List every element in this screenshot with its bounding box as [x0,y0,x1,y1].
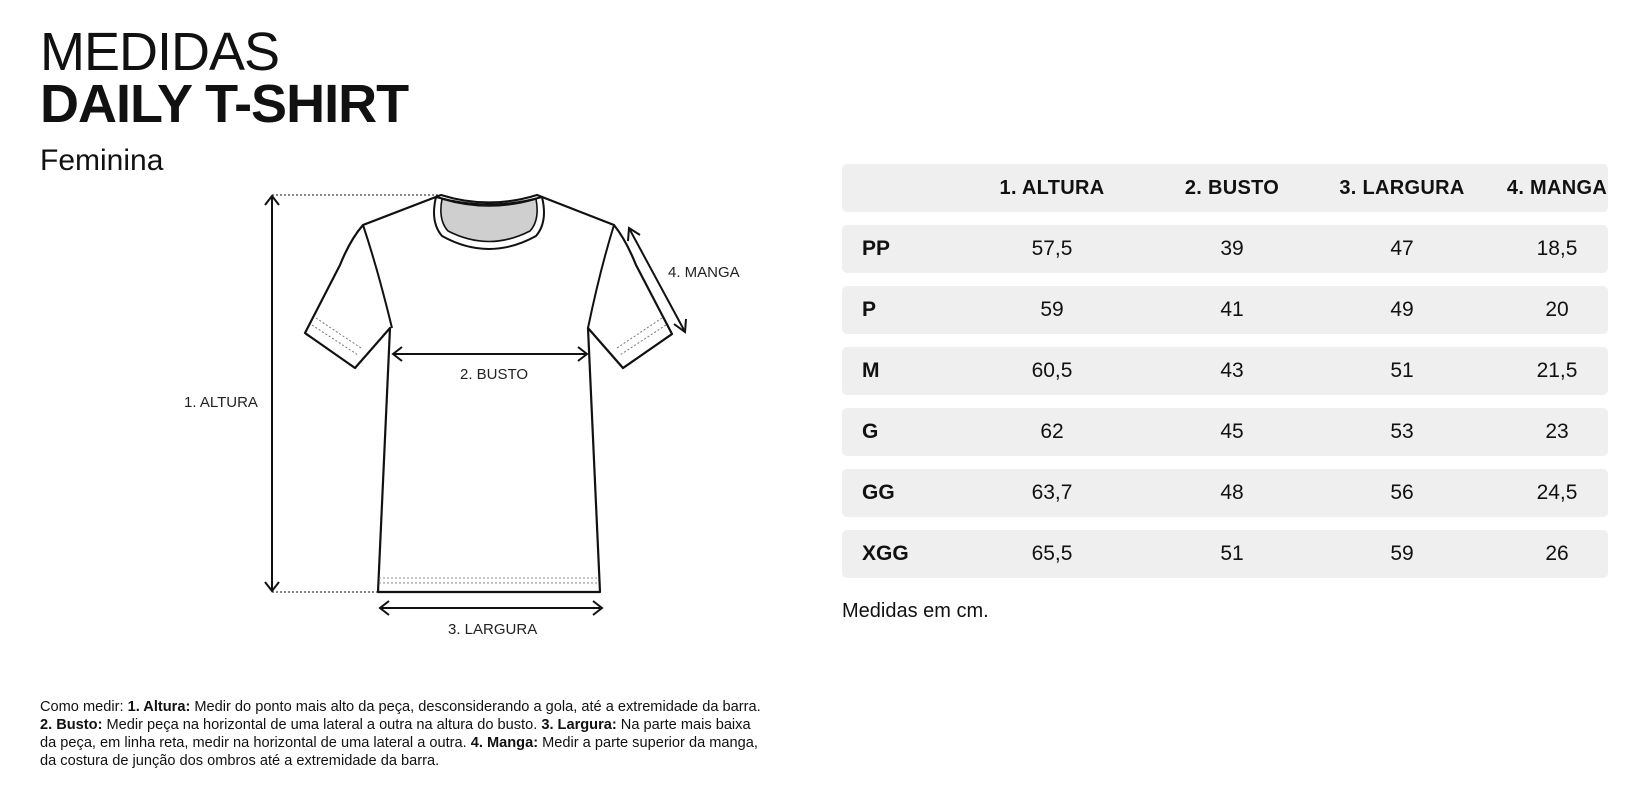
size-label: M [862,359,880,382]
value-largura: 56 [1390,481,1414,504]
title-line-2: DAILY T-SHIRT [40,74,409,134]
shirt-outline [305,195,672,592]
measurement-instructions [40,698,770,770]
label-manga: 4. MANGA [668,264,740,281]
header-busto: 2. BUSTO [1184,176,1280,199]
table-row [842,286,1608,334]
instruction-largura-label: 3. Largura: [541,717,617,733]
size-label: PP [862,237,891,260]
value-manga: 20 [1545,298,1569,321]
instruction-manga-text: Medir a parte superior da manga, da costura de junção dos ombros até a extremidade da barra. [40,735,758,769]
value-busto: 39 [1220,237,1244,260]
table-row [842,408,1608,456]
size-label: XGG [862,542,909,565]
value-altura: 57,5 [1031,237,1073,260]
value-manga: 21,5 [1536,359,1578,382]
value-largura: 59 [1390,542,1414,565]
value-busto: 51 [1220,542,1244,565]
value-manga: 18,5 [1536,237,1578,260]
value-manga: 26 [1545,542,1569,565]
size-label: G [862,420,879,443]
value-largura: 53 [1390,420,1414,443]
tshirt-diagram [0,0,820,660]
value-largura: 49 [1390,298,1414,321]
value-altura: 59 [1040,298,1064,321]
header-altura: 1. ALTURA [999,176,1105,199]
title-line-1: MEDIDAS [40,22,280,82]
table-row [842,530,1608,578]
table-row [842,347,1608,395]
table-header-row [842,164,1608,212]
value-largura: 47 [1390,237,1414,260]
size-label: P [862,298,877,321]
label-busto: 2. BUSTO [460,366,529,383]
instruction-manga-label: 4. Manga: [470,735,539,751]
table-row [842,469,1608,517]
collar-inner [441,199,537,242]
tshirt-illustration [0,0,820,660]
instruction-altura-label: 1. Altura: [127,699,191,715]
label-largura: 3. LARGURA [448,621,538,638]
value-manga: 24,5 [1536,481,1578,504]
instruction-busto-text: Medir peça na horizontal de uma lateral a outra na altura do busto. [102,717,542,733]
value-altura: 63,7 [1031,481,1073,504]
header-manga: 4. MANGA [1506,176,1608,199]
instructions-intro: Como medir: [40,699,128,715]
size-label: GG [862,481,895,504]
header-largura: 3. LARGURA [1339,176,1465,199]
value-busto: 45 [1220,420,1244,443]
value-busto: 48 [1220,481,1244,504]
subtitle: Feminina [40,144,164,177]
label-altura: 1. ALTURA [184,394,258,411]
value-altura: 62 [1040,420,1064,443]
value-busto: 41 [1220,298,1244,321]
value-manga: 23 [1545,420,1569,443]
value-altura: 60,5 [1031,359,1073,382]
table-row [842,225,1608,273]
size-table [842,164,1608,591]
instruction-largura-text: Na parte mais baixa da peça, em linha reta, medir na horizontal de uma lateral a outra. [40,717,751,751]
value-largura: 51 [1390,359,1414,382]
instruction-altura-text: Medir do ponto mais alto da peça, desconsiderando a gola, até a extremidade da barra. [190,699,761,715]
value-altura: 65,5 [1031,542,1073,565]
units-note: Medidas em cm. [842,600,989,622]
instruction-busto-label: 2. Busto: [40,717,103,733]
value-busto: 43 [1220,359,1244,382]
